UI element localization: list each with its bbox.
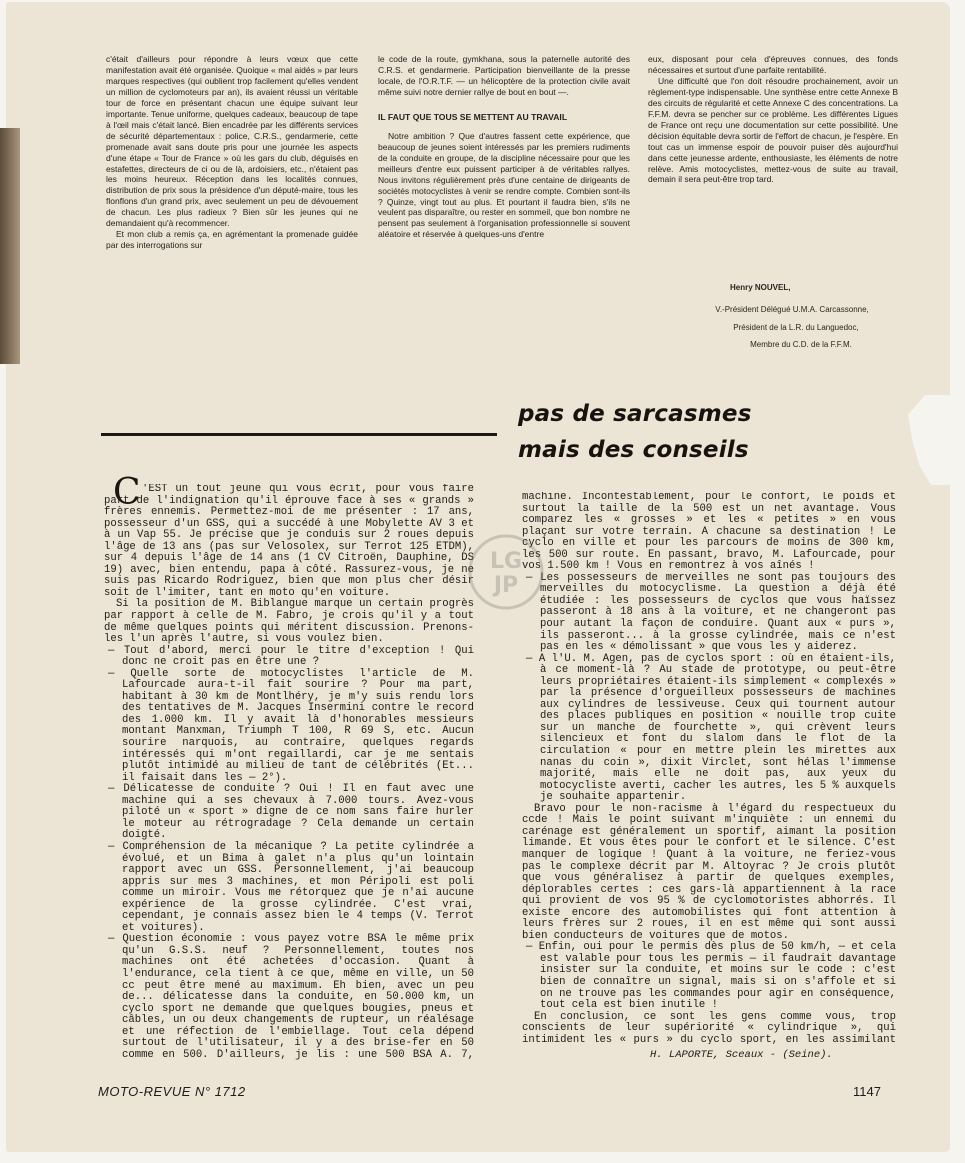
paragraph: — Quelle sorte de motocyclistes l'article de M. Lafourcade aura-t-il fait sourire ? Pour ma part, habitant à 30 km de Montlhéry, je m'y suis rendu lors des tentatives de M. Jacques Insermini contre le record des 1.000 km. Il y avait là d'honorables messieurs montant Manxman, Triumph T 100, R 69 S, etc. Aucun sourire narquois, au contraire, quelques regards intéressés qui m'ont regaillardi, car je me sentais plutôt intimidé au milieu de tant de célébrités (Et... il faisait dans les — 2°). [108, 667, 474, 784]
article-column-3 [648, 54, 898, 270]
paragraph: — Enfin, oui pour le permis dès plus de 50 km/h, — et cela est valable pour tous les permis — il faudrait davantage insister sur la conduite, et moins sur le code : c'est bien de connaître un signal, mais si on s'affole et si on ne trouve pas les commandes pour agir en conséquence, tout cela est bien inutile ! [526, 941, 896, 1012]
paragraph: — Les possesseurs de merveilles ne sont pas toujours des merveilles du motocyclisme. La question a déjà été étudiée : les possesseurs de cyclos que vous haïssez passeront à 18 ans à la voiture, et ne changeront pas pour autant la façon de conduire. Quant aux « purs », ils passeront... à la grosse cylindrée, mais ce n'est pas en les « démolissant » que vous les y aiderez. [526, 571, 896, 654]
section-heading: IL FAUT QUE TOUS SE METTENT AU TRAVAIL [378, 111, 568, 122]
article-column-2 [378, 54, 630, 348]
paragraph: eux, disposant pour cela d'épreuves connues, des fonds nécessaires et surtout d'une parfaite rentabilité. [648, 54, 898, 75]
svg-text:LG: LG [489, 549, 523, 574]
article-column-1 [106, 54, 358, 346]
article-headline [518, 396, 752, 468]
letter-signature: H. LAPORTE, Sceaux - (Seine). [650, 1049, 833, 1061]
author-title-line: Président de la L.R. du Languedoc, [733, 323, 859, 332]
paragraph: En conclusion, ce sont les gens comme vous, trop conscients de leur supériorité « cylindrique », qui intimident les « purs » du cyclo sport, en les assimilant [522, 1010, 896, 1044]
paragraph: machine. Incontestablement, pour le confort, le poids et surtout la taille de la 500 est un net avantage. Vous comparez les « grosses » et les « petites » en vous plaçant sur votre terrain. A chacune sa destination ! Le cyclo en ville et pour les parcours de moins de 300 km, les 500 sur route. En passant, bravo, M. Lafourcade, pour vos 1.500 km ! Vous en remontrez à vos aînés ! [522, 492, 896, 573]
headline-line-1: pas de sarcasmes [518, 401, 752, 427]
paragraph: Une difficulté que l'on doit résoudre prochainement, avoir un règlement-type indispensable. Une synthèse entre cette Annexe B des circuits de régularité et cette Annexe C des concentrations. La F.F.M. devra se pencher sur ce problème. Les différentes Ligues de France ont reçu une documentation sur cette possibilité. Une décision équitable devra sortir de l'effort de chacun, je l'espère. En tout cas un immense espoir de pouvoir puiser dès aujourd'hui dans cette jeunesse ardente, enthousiaste, les éléments de notre relève. Amis motocyclistes, mettez-vous de suite au travail, demain il sera peut-être trop tard. [648, 75, 898, 185]
paragraph: Notre ambition ? Que d'autres fassent cette expérience, que beaucoup de jeunes soient intéressés par les premiers rudiments de la conduite en groupe, de la discipline nécessaire pour que les meilleurs d'entre eux puissent participer à de véritables rallyes. Nous invitons régulièrement près d'une centaine de dirigeants de sociétés motocyclistes à venir se rendre compte. Combien sont-ils ? Quinze, vingt tout au plus. Et pourtant il faudra bien, s'ils ne veulent pas disparaître, ou rester en sommeil, que bon nombre ne pensent pas seulement à l'organisation professionnelle si souvent aléatoire et réservée à quelques-uns d'entre [378, 130, 630, 240]
letter-column-right [522, 492, 896, 1044]
paragraph: — Compréhension de la mécanique ? La petite cylindrée a évolué, et un Bima à galet n'a plus qu'un lointain rapport avec un GSS. Personnellement, j'ai beaucoup appris sur mes 3 machines, et mon Péripoli est poli comme un miroir. Vous me rétorquez que je n'ai aucune expérience de la grosse cylindrée. C'est vrai, cependant, je connais assez bien le 4 temps (V. Terrot et voitures). [108, 840, 474, 934]
svg-text:JP: JP [493, 573, 519, 598]
paragraph: — Délicatesse de conduite ? Oui ! Il en faut avec une machine qui a ses chevaux à 7.000 tours. Avez-vous piloté un « sport » digne de ce nom sans faire hurler le moteur au rétrogradage ? Cela demande un certain doigté. [108, 783, 474, 842]
paragraph: — A l'U. M. Agen, pas de cyclos sport : où en étaient-ils, à ce moment-là ? Au stade de prototype, ou peut-être leurs propriétaires étaient-ils simplement « complexés » par la présence d'orgueilleux possesseurs de machines aux cylindres de lessiveuse. Ceux qui tournent autour des places publiques en position « nouille trop cuite sur un manche de fourchette », qui crèvent leurs silencieux et font du slalom dans le flot de la circulation « pour en mettre plein les mirettes aux nanas du coin », dixit Virclet, sont hélas l'immense majorité, mais elle ne doit pas, aux yeux du motocycliste averti, cacher les autres, les 5 % auxquels je souhaite appartenir. [526, 652, 896, 804]
paragraph: 'EST un tout jeune qui vous écrit, pour vous faire part de l'indignation qu'il éprouve face à ses « grands » frères ennemis. Permettez-moi de me présenter : 17 ans, possesseur d'un GSS, qui a succédé à une Mobylette AV 3 et à un Vap 55. Je précise que je conduis sur 2 roues depuis l'âge de 13 ans (pas sur Velosolex, sur Terrot 125 ETDM), sur 4 depuis l'âge de 14 ans (1 CV Citroën, Dauphine, DS 19) avec, bien entendu, papa à côté. Rassurez-vous, je ne suis pas Ricardo Rodriguez, bien que mon plus cher désir soit de l'imiter, tant en moto qu'en voiture. [104, 484, 474, 599]
paragraph: Bravo pour le non-racisme à l'égard du respectueux du ccde ! Mais le point suivant m'inquiète : un ennemi du carénage est généralement un sportif, aimant la position limande. Et vous êtes pour le confort et le silence. C'est manquer de logique ! Quant à la voiture, ne feriez-vous pas le complexe décrit par M. Altoyrac ? Je crois plutôt que vous généralisez à partir de quelques exemples, déplorables certes : ces gars-là appartiennent à la race qui provient de vos 95 % de cyclomotoristes abhorrés. Il existe encore des automobilistes qui font attention à leurs frères sur 2 roues, il en est même qui sont aussi bien conducteurs de voitures que de motos. [522, 802, 896, 942]
watermark-logo [466, 532, 546, 612]
page-number: 1147 [853, 1084, 881, 1099]
paragraph: c'était d'ailleurs pour répondre à leurs vœux que cette manifestation avait été organisée. Quoique « mal aidés » par leurs marques respectives (qui oublient trop facilement qu'elles vendent un million de cyclomoteurs par an), ils avaient réussi un véritable tour de force en présentant chacun une équipe suivant leur importante. Tenue uniforme, quelques cadeaux, beaucoup de tape à l'œil mais c'était lancé. Bien encadrée par les différents services de sécurité départementaux : police, C.R.S., gendarmerie, cette promenade avait sans doute pris pour une journée les aspects d'une étape « Tour de France » où les gars du club, déguisés en estafettes, directeurs de ci ou de là, ardoisiers, etc., n'étaient pas les moins heureux. Réception dans les localités connues, distribution de prix sous la présidence d'un député-maire, tous les flonflons d'un grand prix, avec seulement un peu de dévouement de chacun. Les plus radieux ? Bien sûr les jeunes qui ne demandaient qu'à recommencer. [106, 54, 358, 229]
paragraph: le code de la route, gymkhana, sous la paternelle autorité des C.R.S. et gendarmerie. Participation bienveillante de la presse locale, de l'O.R.T.F. — un hélicoptère de la protection civile avait même suivi notre dernier rallye de bout en bout —. [378, 54, 630, 97]
photo-fragment [0, 128, 20, 364]
paragraph: — Question économie : vous payez votre BSA le même prix qu'un G.S.S. neuf ? Personnellement, toutes nos machines ont été achetées d'occasion. Quant à l'endurance, cela tient à ce que, même en ville, un 50 cc peut être mené au maximum. Eh bien, avec un peu de... délicatesse dans la conduite, en 50.000 km, un cyclo sport ne demande que quelques bougies, pneus et câbles, un ou deux changements de rupteur, un réalésage et une réfection de l'embiellage. Tout cela dépend surtout de l'utilisateur, il y a des brise-fer en 50 comme en 500. D'ailleurs, je lis : une 500 BSA A. 7, [108, 933, 474, 1060]
letter-column-left [104, 484, 474, 1060]
headline-line-2: mais des conseils [518, 437, 749, 463]
paragraph: Et mon club a remis ça, en agrémentant la promenade guidée par des interrogations sur [106, 229, 358, 251]
paragraph: — Tout d'abord, merci pour le titre d'exception ! Qui donc ne croit pas en être une ? [108, 644, 474, 669]
headline-rule [101, 433, 497, 436]
author-title-line: V.-Président Délégué U.M.A. Carcassonne, [715, 305, 869, 314]
author-name: Henry NOUVEL, [730, 283, 791, 292]
magazine-footer: MOTO-REVUE N° 1712 [98, 1084, 246, 1099]
paragraph: Si la position de M. Biblangue marque un certain progrès par rapport à celle de M. Fabro, je crois qu'il y a tout de même quelques points qui méritent discussion. Prenons-les l'un après l'autre, si vous voulez bien. [104, 598, 474, 646]
drop-cap: C [113, 476, 141, 510]
author-title-line: Membre du C.D. de la F.F.M. [750, 340, 852, 349]
